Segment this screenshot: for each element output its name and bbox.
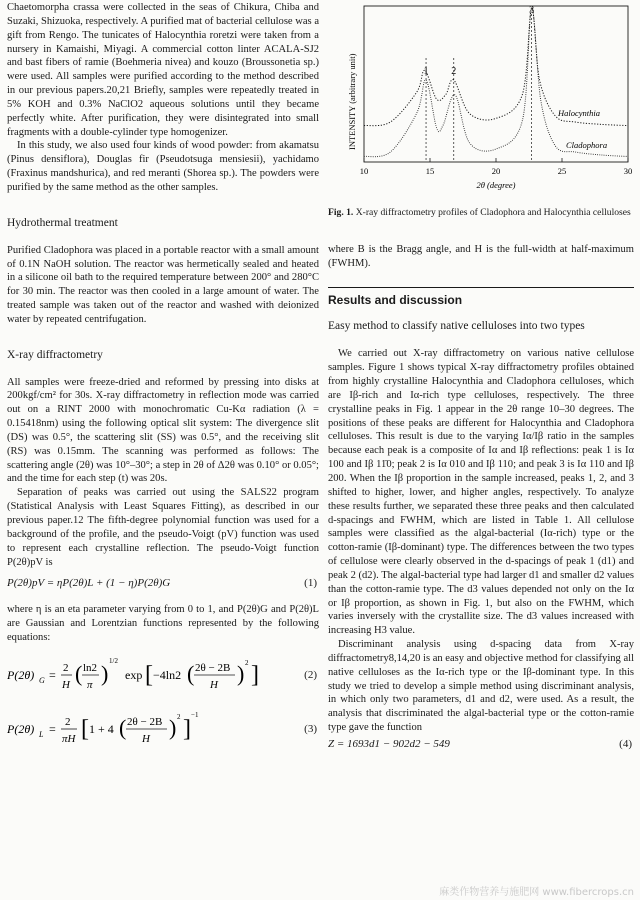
paragraph-eta: where η is an eta parameter varying from 0 to 1, and P(2θ)G and P(2θ)L are Gaussian and Lorentzian functions represented by the following equations: [7,604,319,644]
equation-3-formula [7,705,307,753]
svg-text:(: ( [187,660,195,686]
svg-text:2θ − 2B: 2θ − 2B [195,661,231,674]
svg-text:2: 2 [245,658,249,667]
paragraph-discriminant: Discriminant analysis using d-spacing data from X-ray diffractometry8,14,20 is an easy and objective method for classifying all native celluloses as the Iα-rich type or the Iβ-dominant type. In this study we tried to develop a simple method using discriminant analysis, in which only two parameters, d1 and d2, were used. As a result, the analysis that discriminated the algal-bacterial type or the cotton-ramie type gave the function [328,639,634,734]
series-label-cladophora: Cladophora [566,140,608,150]
heading-xray: X-ray diffractometry [7,348,103,361]
svg-text:2: 2 [65,715,71,728]
series-line-cladophora [364,8,628,157]
plot-frame [364,6,628,162]
paragraph-peak-separation: Separation of peaks was carried out using the SALS22 program (Statistical Analysis with Least Squares Fitting), as described in our previous paper.12 The fifth-degree polynomial function was used for a background of the profile, and the pseudo-Voigt (pV) function was used to represent each crystalline reflection. The pseudo-Voigt function P(2θ)pV is [7,487,319,568]
svg-text:L: L [39,729,44,739]
svg-text:2θ − 2B: 2θ − 2B [127,715,163,728]
svg-text:π: π [87,678,93,691]
equation-3-number: (3) [304,722,317,735]
paragraph-samples: Chaetomorpha crassa were collected in the seas of Chikura, Chiba and Suzaki, Shizuoka, respectively. A purified mat of bacterial cellulose was a gift from Rengo. The tunicates of Halocynthia roretzi were taken from a nursery in Kamaishi, Miyagi. A commercial cotton linter ACALA-SJ2 and bast fibers of ramie (Boehmeria nivea) and kouzo (Broussonetia sp.) were used. All samples were purified according to the method described in our previous papers.20,21 Briefly, samples were repeatedly treated in 5% KOH and 0.3% NaClO2 aqueous solutions until they became perfectly white. After purification, they were disintegrated into small fragments with a double-cylinder type homogenizer. [7,2,319,138]
equation-2-number: (2) [304,668,317,681]
svg-text:]: ] [183,715,191,742]
paragraph-hydrothermal: Purified Cladophora was placed in a portable reactor with a small amount of 0.1N NaOH solution. The reactor was hermetically sealed and heated in a silicone oil bath to the required temperature between 200° and 280°C for 30 min. The reactor was then cooled in a large amount of water. The treated sample was taken out of the reactor and washed with deionized water by repeated centrifugation. [7,244,319,325]
svg-text:P(2θ): P(2θ) [7,667,35,682]
paragraph-wood-powder: In this study, we also used four kinds of wood powder: from akamatsu (Pinus densiflora), Douglas fir (Pseudotsuga mensiesii), yachidamo (Fraxinus mandshurica), and red meranti (Shorea sp.). The powders were purified by the same method as the other samples. [7,140,319,193]
equation-2-formula [7,651,307,699]
xrd-chart [328,0,634,205]
x-tick-label: 15 [425,166,435,176]
svg-text:1 + 4: 1 + 4 [89,721,114,736]
heading-easy-method: Easy method to classify native celluloses into two types [328,319,585,332]
figure-1 [328,0,634,218]
heading-hydrothermal: Hydrothermal treatment [7,216,118,229]
equation-1-text: P(2θ)pV = ηP(2θ)L + (1 − η)P(2θ)G [7,577,171,590]
heading-results: Results and discussion [328,292,463,307]
equation-3 [7,705,319,753]
svg-text:=: = [49,667,56,682]
svg-text:=: = [49,721,56,736]
equation-4 [328,738,634,753]
svg-text:−4ln2: −4ln2 [153,667,182,682]
equation-4-number: (4) [619,738,632,750]
svg-text:[: [ [145,661,153,688]
x-tick-label: 20 [491,166,501,176]
svg-text:1/2: 1/2 [109,656,118,665]
x-axis-label: 2θ (degree) [476,180,516,190]
x-tick-label: 25 [557,166,567,176]
svg-text:H: H [142,732,150,745]
peak-label-1: 1 [423,66,429,77]
svg-text:(: ( [119,714,127,740]
paragraph-bragg: where B is the Bragg angle, and H is the full-width at half-maximum (FWHM). [328,244,634,269]
svg-text:πH: πH [62,732,76,745]
watermark: 麻类作物营养与施肥网 www.fibercrops.cn [439,887,634,898]
equation-1-number: (1) [304,577,317,590]
x-tick-label: 30 [623,166,633,176]
svg-text:2: 2 [63,661,69,674]
svg-text:G: G [39,675,45,685]
svg-text:]: ] [251,661,259,688]
y-axis-label: INTENSITY (arbitrary unit) [347,53,357,150]
series-label-halocynthia: Halocynthia [558,108,601,118]
figure-caption [328,207,634,219]
svg-text:2: 2 [177,712,181,721]
paragraph-xray-method: All samples were freeze-dried and reformed by pressing into disks at 200kgf/cm² for 30s. X-ray diffractometry in reflection mode was carried out on a RINT 2000 with monochromatic Cu-Kα radiation (λ = 0.15418nm) using the following optical slit system: The divergence slit (DS) was 0.5°, the scattering slit (SS) was 0.5°, and the receiving slit (RS) was 0.15mm. The scanning was performed as follows: The scattering angle (2θ) was 10°–30°; a step in 2θ of Δ2θ was 0.10° or 0.05°; and the time for each step (t) was 20s. [7,376,319,485]
svg-text:): ) [237,660,245,686]
caption-text: X-ray diffractometry profiles of Cladophora and Halocynthia celluloses [355,207,631,218]
svg-text:(: ( [75,660,83,686]
svg-text:[: [ [81,715,89,742]
paragraph-results: We carried out X-ray diffractometry on various native cellulose samples. Figure 1 shows typical X-ray diffractometry profiles obtained from highly crystalline Halocynthia and Cladophora celluloses, which are Iβ-rich and Iα-rich type celluloses, respectively. The three crystalline peaks in Fig. 1 appear in the 2θ range 10–30 degrees. The positions of these peaks are different for Halocynthia and Cladophora celluloses. This result is due to the varying Iα/Iβ ratio in the samples because each peak is a composite of Iα and Iβ reflections: peak 1 is Iα 100 and Iβ 11̄0; peak 2 is Iα 010 and Iβ 110; and peak 3 is Iα 110 and Iβ 200. When the Iβ proportion in the sample increased, peaks 1, 2, and 3 shifted to higher, lower, and higher angles, respectively. To analyze these results further, we separated these three peaks and then calculated d-spacings and FWHM, which are listed in Table 1. All cellulose samples were classified as the algal-bacterial (Iα-rich) type or the cotton-ramie (Iβ-dominant) type. The differences between the two types of cellulose were clearly observed in the d-spacings of peak 1 (d1) and peak 2 (d2). The algal-bacterial type had larger d1 and smaller d2 values than the cotton-ramie type. The d3 values depended not only on the Iα or Iβ proportion, as shown in Fig. 1, but also on the FWHM, which varies inversely with the crystallite size. The d3 values increased with increasing H3 value. [328,348,634,637]
caption-label: Fig. 1. [328,207,354,218]
svg-text:H: H [210,678,218,691]
right-column [328,0,634,753]
svg-text:exp: exp [125,667,143,682]
svg-text:): ) [101,660,109,686]
x-tick-label: 10 [359,166,369,176]
left-column [7,0,319,753]
equation-2 [7,651,319,699]
svg-text:): ) [169,714,177,740]
svg-text:H: H [62,678,70,691]
equation-1 [7,577,319,595]
results-rule [328,287,634,288]
equation-4-text: Z = 1693d1 − 902d2 − 549 [328,738,450,750]
peak-label-2: 2 [451,66,457,77]
svg-text:ln2: ln2 [83,661,98,674]
svg-text:P(2θ): P(2θ) [7,721,35,736]
peak-label-3: 3 [529,5,535,16]
svg-text:−1: −1 [191,710,199,719]
